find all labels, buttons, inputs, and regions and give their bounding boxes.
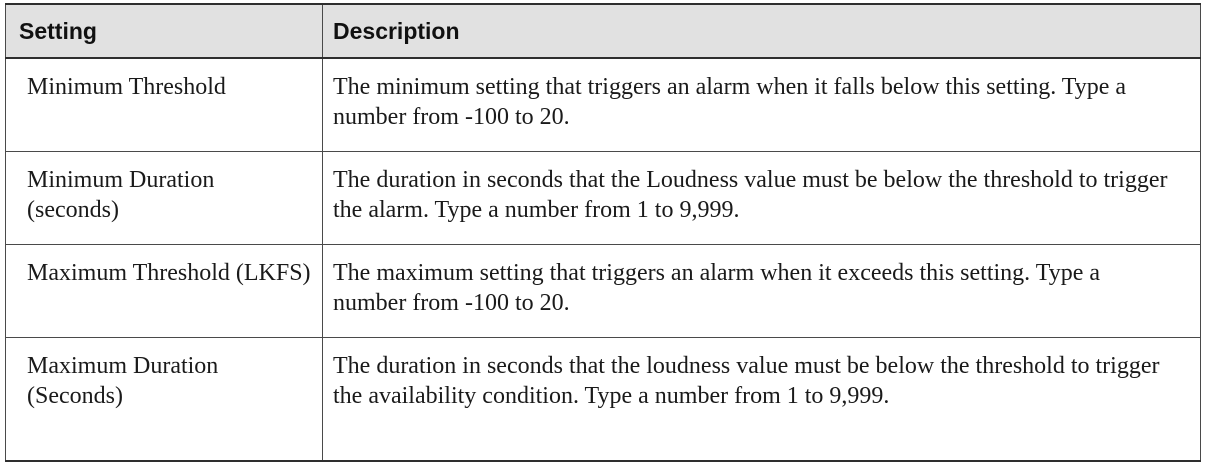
table-row — [6, 58, 1201, 152]
setting-cell: Minimum Duration (seconds) — [6, 152, 323, 245]
settings-table — [5, 3, 1201, 462]
table-row — [6, 152, 1201, 245]
description-cell: The maximum setting that triggers an alarm when it exceeds this setting. Type a number from -100 to 20. — [323, 245, 1201, 338]
table-row — [6, 338, 1201, 462]
description-cell: The duration in seconds that the Loudness value must be below the threshold to trigger the alarm. Type a number from 1 to 9,999. — [323, 152, 1201, 245]
header-setting: Setting — [6, 4, 323, 58]
table-body — [6, 58, 1201, 461]
table-header — [6, 4, 1201, 58]
description-cell: The duration in seconds that the loudness value must be below the threshold to trigger the availability condition. Type a number from 1 to 9,999. — [323, 338, 1201, 462]
table-row — [6, 245, 1201, 338]
header-description: Description — [323, 4, 1201, 58]
description-cell: The minimum setting that triggers an alarm when it falls below this setting. Type a number from -100 to 20. — [323, 58, 1201, 152]
header-row — [6, 4, 1201, 58]
setting-cell: Maximum Threshold (LKFS) — [6, 245, 323, 338]
setting-cell: Minimum Threshold — [6, 58, 323, 152]
setting-cell: Maximum Duration (Seconds) — [6, 338, 323, 462]
